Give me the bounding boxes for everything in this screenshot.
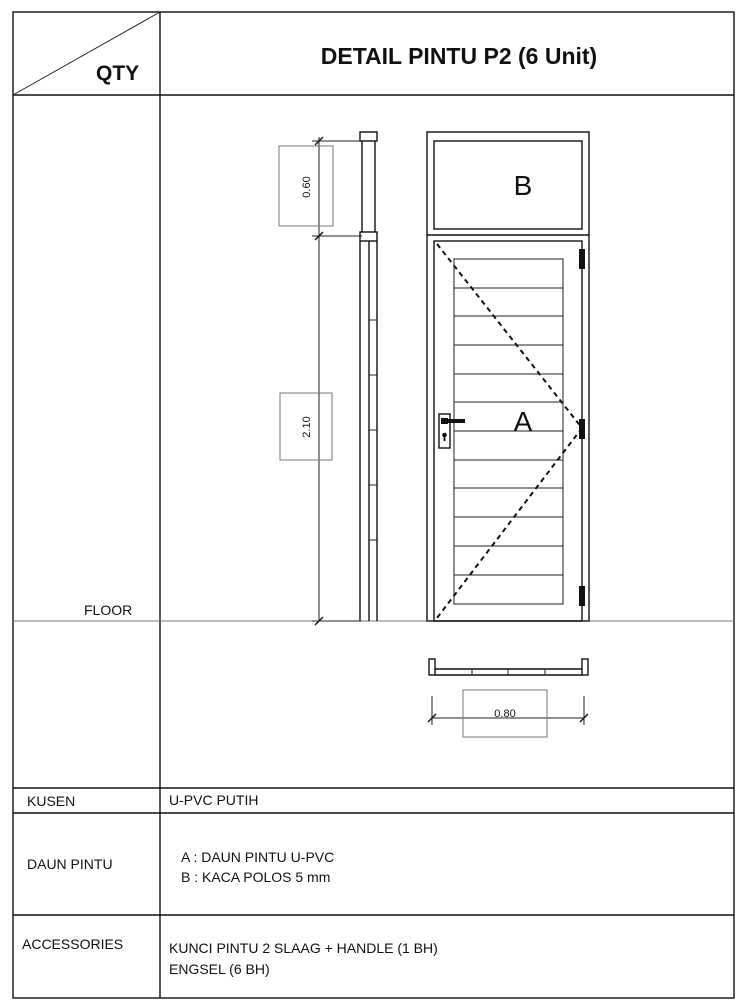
floor-label: FLOOR — [84, 602, 133, 618]
door-elevation — [427, 132, 589, 621]
spec-accessories-label: ACCESSORIES — [22, 936, 124, 952]
spec-daun-pintu-line-b: B : KACA POLOS 5 mm — [181, 869, 331, 885]
dimension-door-width — [428, 690, 588, 737]
panel-a-label: A — [513, 406, 533, 437]
hinge-middle-icon — [579, 419, 585, 439]
spec-accessories-line-1: KUNCI PINTU 2 SLAAG + HANDLE (1 BH) — [169, 940, 438, 956]
spec-daun-pintu-line-a: A : DAUN PINTU U-PVC — [181, 849, 335, 865]
door-side-section — [360, 132, 377, 621]
hinge-top-icon — [579, 249, 585, 269]
qty-label: QTY — [96, 62, 140, 85]
spec-kusen-label: KUSEN — [27, 793, 76, 809]
panel-b-label: B — [513, 170, 533, 201]
spec-accessories-line-2: ENGSEL (6 BH) — [169, 961, 270, 977]
dimension-door-width-text: 0.80 — [494, 708, 516, 720]
spec-kusen-value: U-PVC PUTIH — [169, 792, 259, 808]
spec-daun-pintu-label: DAUN PINTU — [27, 856, 113, 872]
vertical-dimension-lines — [312, 137, 362, 625]
dimension-top-height — [279, 146, 333, 226]
page-title: DETAIL PINTU P2 (6 Unit) — [320, 43, 598, 69]
door-plan-section — [429, 659, 588, 675]
dimension-top-height-text: 0.60 — [301, 176, 313, 198]
dimension-door-height — [280, 393, 332, 460]
hinge-bottom-icon — [579, 586, 585, 606]
table-frame — [13, 12, 734, 998]
dimension-door-height-text: 2.10 — [301, 416, 313, 438]
transom-glass-panel-b — [434, 141, 582, 229]
